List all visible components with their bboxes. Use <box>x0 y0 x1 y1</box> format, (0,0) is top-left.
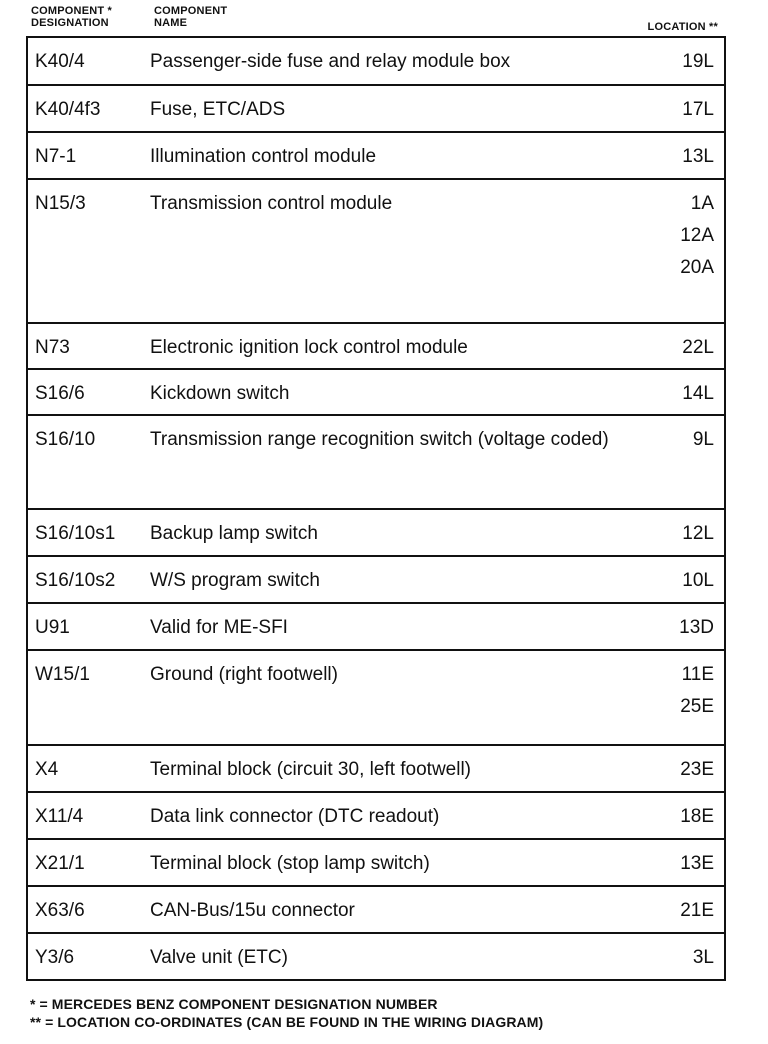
location-coordinate: 13E <box>680 853 714 874</box>
table-row <box>28 651 724 746</box>
component-location <box>682 378 714 410</box>
header-name-line1: COMPONENT <box>154 5 228 17</box>
component-designation: X4 <box>35 759 59 780</box>
location-coordinate: 3L <box>692 947 714 968</box>
location-coordinate: 10L <box>682 570 714 591</box>
component-designation: K40/4 <box>35 51 85 72</box>
component-name: Illumination control module <box>150 146 377 167</box>
location-coordinate: 1A <box>690 193 714 214</box>
component-location <box>682 46 714 78</box>
component-designation: X63/6 <box>35 900 85 921</box>
component-designation: S16/10s2 <box>35 570 116 591</box>
component-location <box>682 332 714 364</box>
location-coordinate: 21E <box>680 900 714 921</box>
location-coordinate: 19L <box>682 51 714 72</box>
component-designation: N7-1 <box>35 146 77 167</box>
component-location <box>682 94 714 126</box>
location-coordinate: 23E <box>680 759 714 780</box>
footnote-location: ** = LOCATION CO-ORDINATES (CAN BE FOUND IN THE WIRING DIAGRAM) <box>30 1014 544 1030</box>
table-row <box>28 133 724 180</box>
table-row <box>28 934 724 981</box>
table-row <box>28 38 724 86</box>
table-row <box>28 887 724 934</box>
location-coordinate: 12L <box>682 523 714 544</box>
component-name: Kickdown switch <box>150 383 290 404</box>
location-coordinate: 25E <box>680 696 714 717</box>
component-name: Ground (right footwell) <box>150 664 338 685</box>
component-designation: N73 <box>35 337 70 358</box>
header-designation <box>31 5 112 29</box>
component-location <box>680 895 714 927</box>
component-designation: Y3/6 <box>35 947 75 968</box>
component-location <box>682 141 714 173</box>
table-row <box>28 324 724 370</box>
component-designation: X21/1 <box>35 853 85 874</box>
component-name: Electronic ignition lock control module <box>150 337 468 358</box>
table-row <box>28 510 724 557</box>
location-coordinate: 14L <box>682 383 714 404</box>
component-table <box>26 36 726 981</box>
component-name: Terminal block (stop lamp switch) <box>150 853 430 874</box>
header-designation-line1: COMPONENT * <box>31 5 113 17</box>
component-designation: W15/1 <box>35 664 90 685</box>
table-row <box>28 746 724 793</box>
component-name: Transmission control module <box>150 193 393 214</box>
location-coordinate: 18E <box>680 806 714 827</box>
component-location <box>680 848 714 880</box>
component-name: Valve unit (ETC) <box>150 947 288 968</box>
component-location <box>679 612 714 644</box>
table-row <box>28 840 724 887</box>
component-name: CAN-Bus/15u connector <box>150 900 355 921</box>
location-coordinate: 12A <box>680 225 714 246</box>
table-row <box>28 86 724 133</box>
component-location <box>693 942 714 974</box>
component-designation: S16/10 <box>35 429 96 450</box>
header-name <box>154 5 227 29</box>
component-designation: S16/10s1 <box>35 523 116 544</box>
component-name: Valid for ME-SFI <box>150 617 288 638</box>
component-location <box>680 754 714 786</box>
component-designation: S16/6 <box>35 383 85 404</box>
component-designation: K40/4f3 <box>35 99 101 120</box>
component-location <box>680 801 714 833</box>
component-location <box>682 518 714 550</box>
header-designation-line2: DESIGNATION <box>31 17 109 29</box>
component-name: W/S program switch <box>150 570 320 591</box>
component-name: Backup lamp switch <box>150 523 318 544</box>
location-coordinate: 11E <box>681 664 714 685</box>
location-coordinate: 13D <box>679 617 714 638</box>
component-designation: U91 <box>35 617 70 638</box>
table-row <box>28 793 724 840</box>
location-coordinate: 9L <box>692 429 714 450</box>
location-coordinate: 22L <box>682 337 714 358</box>
component-location <box>693 424 714 456</box>
component-designation: X11/4 <box>35 806 84 827</box>
component-location <box>682 565 714 597</box>
component-location <box>680 188 714 284</box>
component-name: Passenger-side fuse and relay module box <box>150 51 511 72</box>
component-name: Transmission range recognition switch (voltage coded) <box>150 429 609 450</box>
component-location <box>680 659 714 723</box>
header-location: LOCATION ** <box>647 21 718 33</box>
component-designation: N15/3 <box>35 193 86 214</box>
table-row <box>28 557 724 604</box>
component-name: Terminal block (circuit 30, left footwell) <box>150 759 471 780</box>
component-name: Data link connector (DTC readout) <box>150 806 440 827</box>
table-row <box>28 180 724 324</box>
table-row <box>28 604 724 651</box>
component-name: Fuse, ETC/ADS <box>150 99 286 120</box>
footnote-designation: * = MERCEDES BENZ COMPONENT DESIGNATION NUMBER <box>30 996 438 1012</box>
location-coordinate: 17L <box>682 99 714 120</box>
location-coordinate: 20A <box>680 257 714 278</box>
location-coordinate: 13L <box>682 146 714 167</box>
table-row <box>28 370 724 416</box>
header-name-line2: NAME <box>154 17 188 29</box>
table-row <box>28 416 724 510</box>
